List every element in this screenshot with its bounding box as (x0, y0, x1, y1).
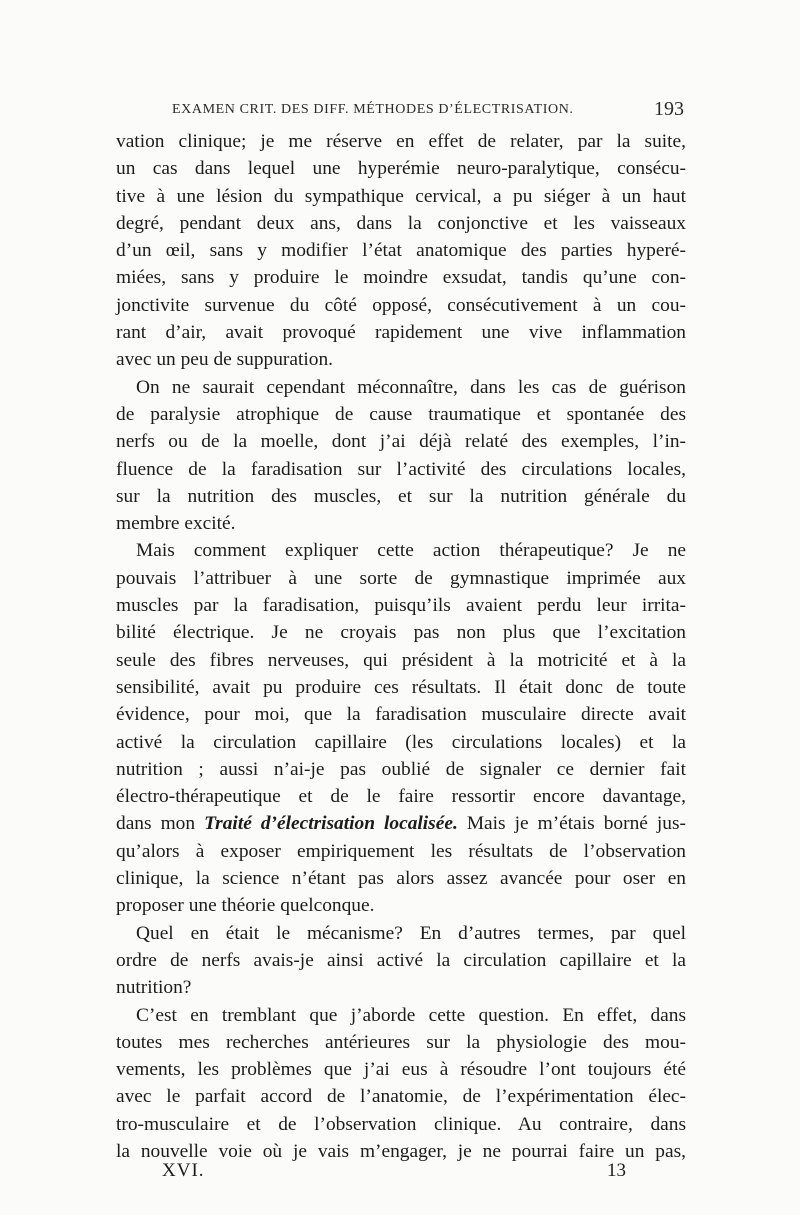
text-line: muscles par la faradisation, puisqu’ils avaient perdu leur irrita- (116, 595, 686, 617)
page-number: 193 (654, 98, 684, 120)
text-line: proposer une théorie quelconque. (116, 895, 375, 917)
text-line: seule des fibres nerveuses, qui président à la motricité et à la (116, 649, 686, 671)
text-line: sensibilité, avait pu produire ces résultats. Il était donc de toute (116, 676, 686, 698)
running-title: EXAMEN CRIT. DES DIFF. MÉTHODES D’ÉLECTRISATION. (172, 102, 574, 117)
text-line: nerfs ou de la moelle, dont j’ai déjà relaté des exemples, l’in- (116, 431, 686, 453)
text-line: rant d’air, avait provoqué rapidement une vive inflammation (116, 322, 686, 344)
text-line: vation clinique; je me réserve en effet de relater, par la suite, (116, 131, 686, 152)
text-line: évidence, pour moi, que la faradisation musculaire directe avait (116, 704, 686, 726)
running-header (172, 98, 684, 124)
book-title: Traité d’électrisation localisée. (204, 813, 458, 835)
text-line: activé la circulation capillaire (les circulations locales) et la (116, 731, 686, 753)
text-line: vements, les problèmes que j’ai eus à résoudre l’ont toujours été (116, 1059, 686, 1081)
text-line: miées, sans y produire le moindre exsudat, tandis qu’une con- (116, 267, 686, 289)
text-line: Quel en était le mécanisme? En d’autres termes, par quel (136, 922, 686, 944)
text-line: Mais comment expliquer cette action thérapeutique? Je ne (136, 540, 686, 562)
text-segment: Mais je m’étais borné jus- (457, 813, 686, 835)
page-footer (116, 1160, 626, 1190)
text-line: fluence de la faradisation sur l’activité des circulations locales, (116, 458, 686, 480)
text-line: la nouvelle voie où je vais m’engager, je ne pourrai faire un pas, (116, 1140, 686, 1162)
text-line: nutrition? (116, 977, 192, 999)
text-line: qu’alors à exposer empiriquement les résultats de l’observation (116, 840, 686, 862)
text-line: On ne saurait cependant méconnaître, dans les cas de guérison (136, 376, 686, 398)
text-line: de paralysie atrophique de cause traumatique et spontanée des (116, 403, 686, 425)
signature-number: 13 (607, 1160, 626, 1181)
body-text (116, 128, 686, 1165)
text-line: électro-thérapeutique et de le faire ressortir encore davantage, (116, 786, 686, 808)
text-line: d’un œil, sans y modifier l’état anatomique des parties hyperé- (116, 240, 686, 262)
text-line: tive à une lésion du sympathique cervical, a pu siéger à un haut (116, 185, 686, 207)
text-line: jonctivite survenue du côté opposé, consécutivement à un cou- (116, 294, 686, 316)
text-segment: dans mon (116, 813, 205, 835)
text-line: avec un peu de suppuration. (116, 349, 333, 371)
text-line: membre excité. (116, 513, 236, 535)
text-line: toutes mes recherches antérieures sur la physiologie des mou- (116, 1031, 686, 1053)
text-line: degré, pendant deux ans, dans la conjonctive et les vaisseaux (116, 212, 686, 234)
text-line: C’est en tremblant que j’aborde cette question. En effet, dans (136, 1004, 686, 1026)
text-line-with-title (116, 810, 686, 837)
text-line: avec le parfait accord de l’anatomie, de l’expérimentation élec- (116, 1086, 686, 1108)
text-line: pouvais l’attribuer à une sorte de gymnastique imprimée aux (116, 567, 686, 589)
text-line: nutrition ; aussi n’ai-je pas oublié de signaler ce dernier fait (116, 758, 686, 780)
text-line: sur la nutrition des muscles, et sur la nutrition générale du (116, 485, 686, 507)
text-line: clinique, la science n’étant pas alors assez avancée pour oser en (116, 868, 686, 890)
signature-mark: XVI. (162, 1160, 205, 1181)
text-line: tro-musculaire et de l’observation clinique. Au contraire, dans (116, 1113, 686, 1135)
text-line: bilité électrique. Je ne croyais pas non plus que l’excitation (116, 622, 686, 644)
text-line: un cas dans lequel une hyperémie neuro-paralytique, consécu- (116, 158, 686, 180)
text-line: ordre de nerfs avais-je ainsi activé la circulation capillaire et la (116, 949, 686, 971)
